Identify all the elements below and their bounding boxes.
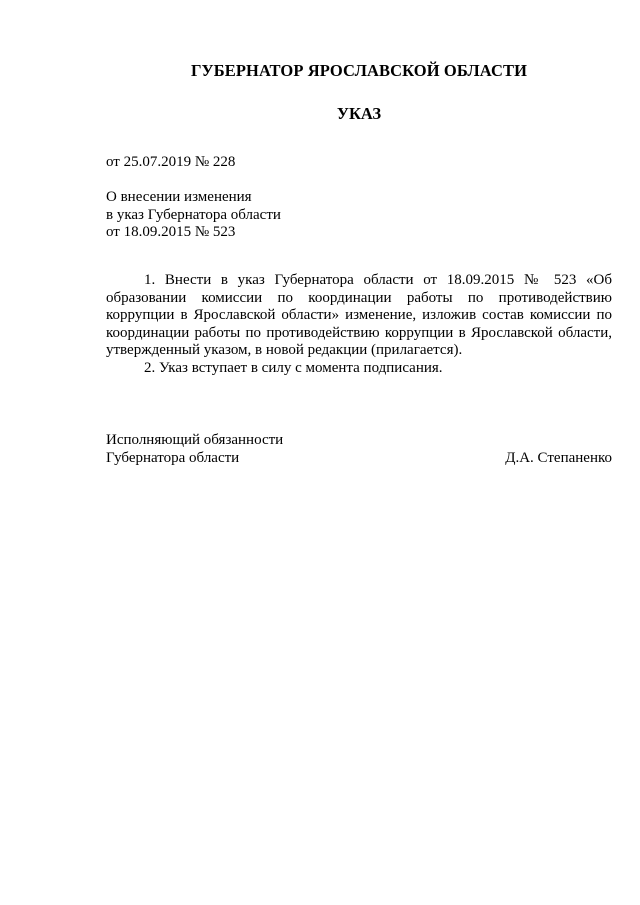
subject-line: О внесении изменения [106, 189, 252, 205]
document-type-heading: УКАЗ [336, 104, 382, 123]
subject-line: от 18.09.2015 № 523 [106, 224, 236, 240]
document-date-number: от 25.07.2019 № 228 [106, 154, 236, 170]
signatory-position-line2: Губернатора области [106, 449, 240, 466]
signatory-name: Д.А. Степаненко [505, 449, 612, 466]
document-body [106, 272, 612, 377]
body-paragraph-1: 1. Внести в указ Губернатора области от 18.09.2015 № 523 «Об образовании комиссии по координации работы по противодействию коррупции в Ярославской области» изменение, изложив состав комиссии по координации работы по противодействию коррупции в Ярославской области, утвержденный указом, в новой редакции (прилагается). [106, 272, 612, 358]
signature-block [106, 432, 612, 467]
signatory-position-line1: Исполняющий обязанности [106, 432, 284, 448]
subject-line: в указ Губернатора области [106, 206, 281, 223]
issuing-authority-heading: ГУБЕРНАТОР ЯРОСЛАВСКОЙ ОБЛАСТИ [190, 61, 528, 80]
body-paragraph-2: 2. Указ вступает в силу с момента подписания. [144, 359, 443, 376]
document-subject [106, 189, 281, 242]
